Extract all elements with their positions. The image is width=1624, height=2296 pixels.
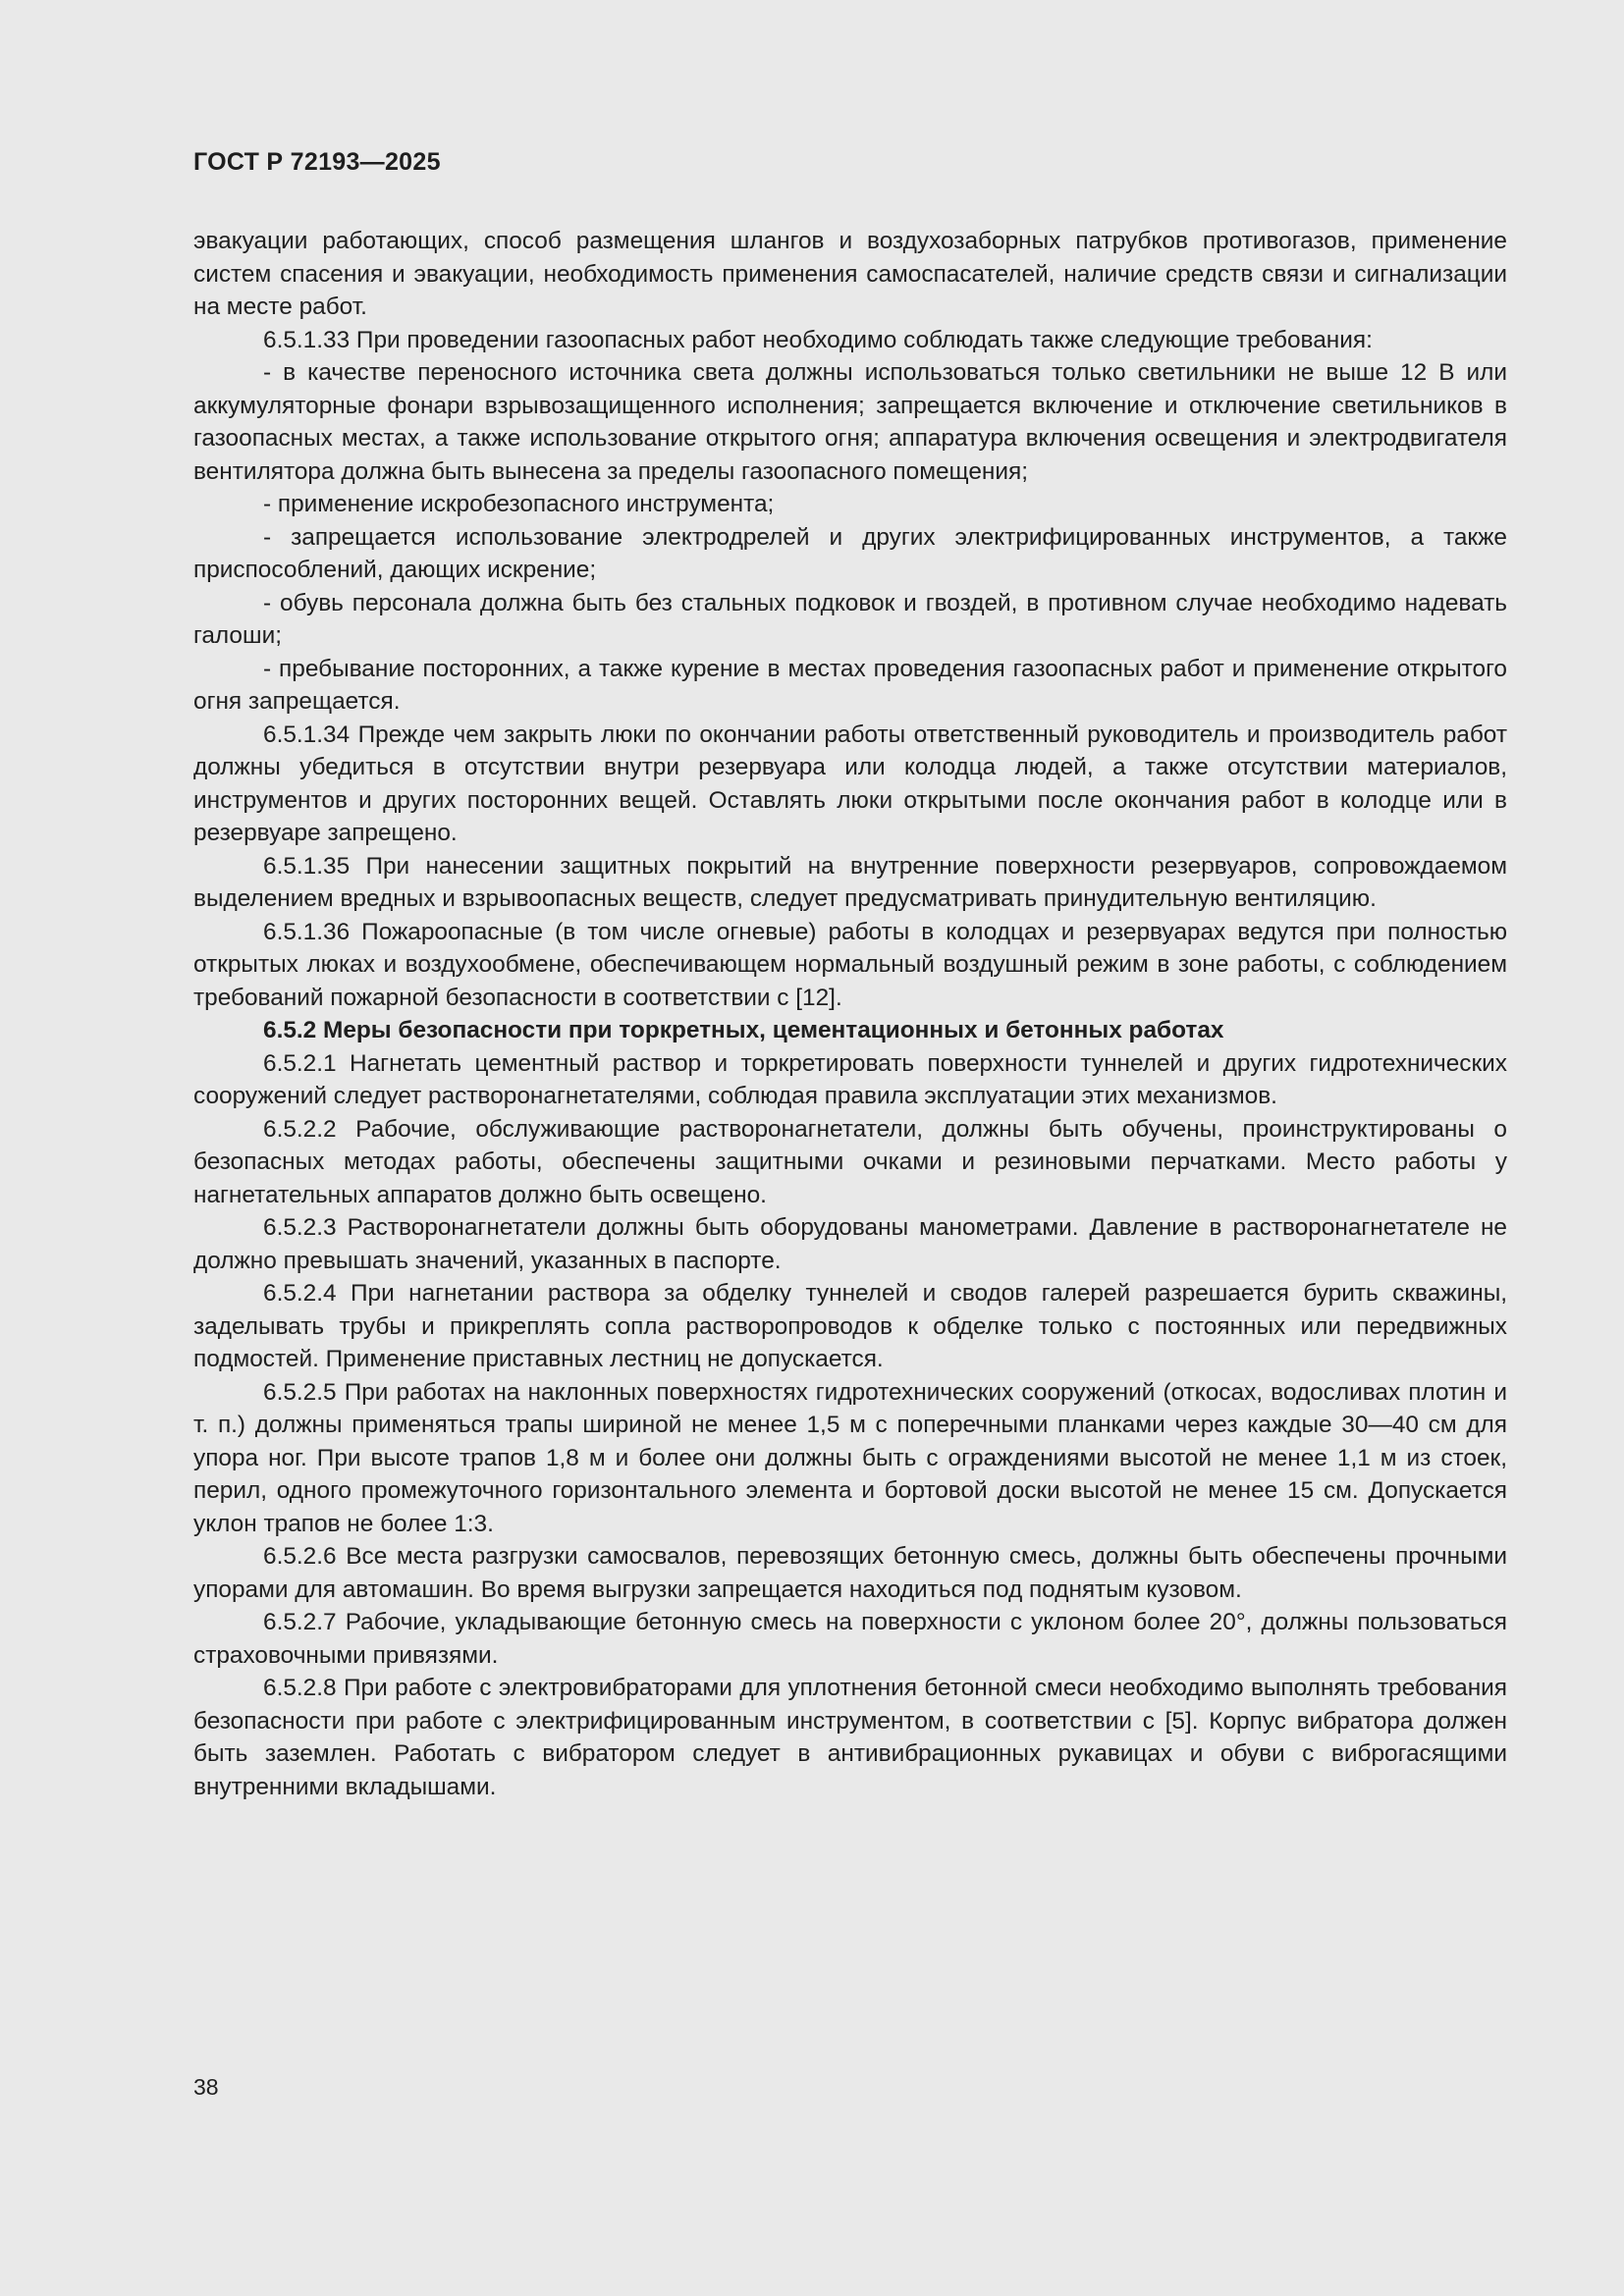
paragraph-6-5-2-1: 6.5.2.1 Нагнетать цементный раствор и торкретировать поверхности туннелей и других гидротехнических сооружений следует растворонагнетателями, соблюдая правила эксплуатации этих механизмов. bbox=[193, 1049, 1507, 1109]
paragraph-6-5-2-8: 6.5.2.8 При работе с электровибраторами для уплотнения бетонной смеси необходимо выполнять требования безопасности при работе с электрифицированным инструментом, в соответствии с [5]. Корпус вибратора должен быть заземлен. Работать с вибратором следует в антивибрационных рукавицах и обуви с виброгасящими внутренними вкладышами. bbox=[193, 1675, 1507, 1800]
list-item-footwear: - обувь персонала должна быть без стальных подковок и гвоздей, в противном случае необходимо надевать галоши; bbox=[193, 589, 1507, 649]
paragraph-6-5-2-5: 6.5.2.5 При работах на наклонных поверхностях гидротехнических сооружений (откосах, водосливах плотин и т. п.) должны применяться трапы шириной не менее 1,5 м с поперечными планками через каждые 30—40 см для упора ног. При высоте трапов 1,8 м и более они должны быть с ограждениями высотой не менее 1,1 м из стоек, перил, одного промежуточного горизонтального элемента и бортовой доски высотой не менее 15 см. Допускается уклон трапов не более 1:3. bbox=[193, 1378, 1507, 1537]
page-number: 38 bbox=[193, 2074, 219, 2100]
list-item-light-source: - в качестве переносного источника света должны использоваться только светильники не выше 12 В или аккумуляторные фонари взрывозащищенного исполнения; запрещается включение и отключение светильников в газоопасных местах, а также использование открытого огня; аппаратура включения освещения и электродвигателя вентилятора должна быть вынесена за пределы газоопасного помещения; bbox=[193, 359, 1507, 485]
list-item-no-outsiders: - пребывание посторонних, а также курение в местах проведения газоопасных работ и применение открытого огня запрещается. bbox=[193, 655, 1507, 715]
paragraph-6-5-2-6: 6.5.2.6 Все места разгрузки самосвалов, перевозящих бетонную смесь, должны быть обеспечены прочными упорами для автомашин. Во время выгрузки запрещается находиться под поднятым кузовом. bbox=[193, 1543, 1507, 1603]
paragraph-6-5-1-33: 6.5.1.33 При проведении газоопасных работ необходимо соблюдать также следующие требования: bbox=[263, 326, 1373, 353]
paragraph-6-5-2-4: 6.5.2.4 При нагнетании раствора за обделку туннелей и сводов галерей разрешается бурить скважины, заделывать трубы и прикреплять сопла растворопроводов к обделке только с постоянных или передвижных подмостей. Применение приставных лестниц не допускается. bbox=[193, 1280, 1507, 1372]
paragraph-6-5-1-34: 6.5.1.34 Прежде чем закрыть люки по окончании работы ответственный руководитель и производитель работ должны убедиться в отсутствии внутри резервуара или колодца людей, а также отсутствии материалов, инструментов и других посторонних вещей. Оставлять люки открытыми после окончания работ в колодце или в резервуаре запрещено. bbox=[193, 721, 1507, 846]
section-heading-6-5-2: 6.5.2 Меры безопасности при торкретных, цементационных и бетонных работах bbox=[263, 1017, 1224, 1043]
document-code-header: ГОСТ Р 72193—2025 bbox=[193, 148, 441, 176]
paragraph-6-5-2-2: 6.5.2.2 Рабочие, обслуживающие растворонагнетатели, должны быть обучены, проинструктированы о безопасных методах работы, обеспечены защитными очками и резиновыми перчатками. Место работы у нагнетательных аппаратов должно быть освещено. bbox=[193, 1115, 1507, 1208]
document-body bbox=[193, 225, 1507, 1803]
list-item-spark-safe-tool: - применение искробезопасного инструмента; bbox=[263, 491, 775, 517]
list-item-no-electric-drills: - запрещается использование электродрелей и других электрифицированных инструментов, а также приспособлений, дающих искрение; bbox=[193, 523, 1507, 583]
paragraph-6-5-2-7: 6.5.2.7 Рабочие, укладывающие бетонную смесь на поверхности с уклоном более 20°, должны пользоваться страховочными привязями. bbox=[193, 1609, 1507, 1669]
paragraph-6-5-1-35: 6.5.1.35 При нанесении защитных покрытий на внутренние поверхности резервуаров, сопровождаемом выделением вредных и взрывоопасных веществ, следует предусматривать принудительную вентиляцию. bbox=[193, 852, 1507, 912]
paragraph-continuation: эвакуации работающих, способ размещения шлангов и воздухозаборных патрубков противогазов, применение систем спасения и эвакуации, необходимость применения самоспасателей, наличие средств связи и сигнализации на месте работ. bbox=[193, 228, 1507, 320]
paragraph-6-5-1-36: 6.5.1.36 Пожароопасные (в том числе огневые) работы в колодцах и резервуарах ведутся при полностью открытых люках и воздухообмене, обеспечивающем нормальный воздушный режим в зоне работы, с соблюдением требований пожарной безопасности в соответствии с [12]. bbox=[193, 918, 1507, 1011]
paragraph-6-5-2-3: 6.5.2.3 Растворонагнетатели должны быть оборудованы манометрами. Давление в растворонагнетателе не должно превышать значений, указанных в паспорте. bbox=[193, 1214, 1507, 1274]
